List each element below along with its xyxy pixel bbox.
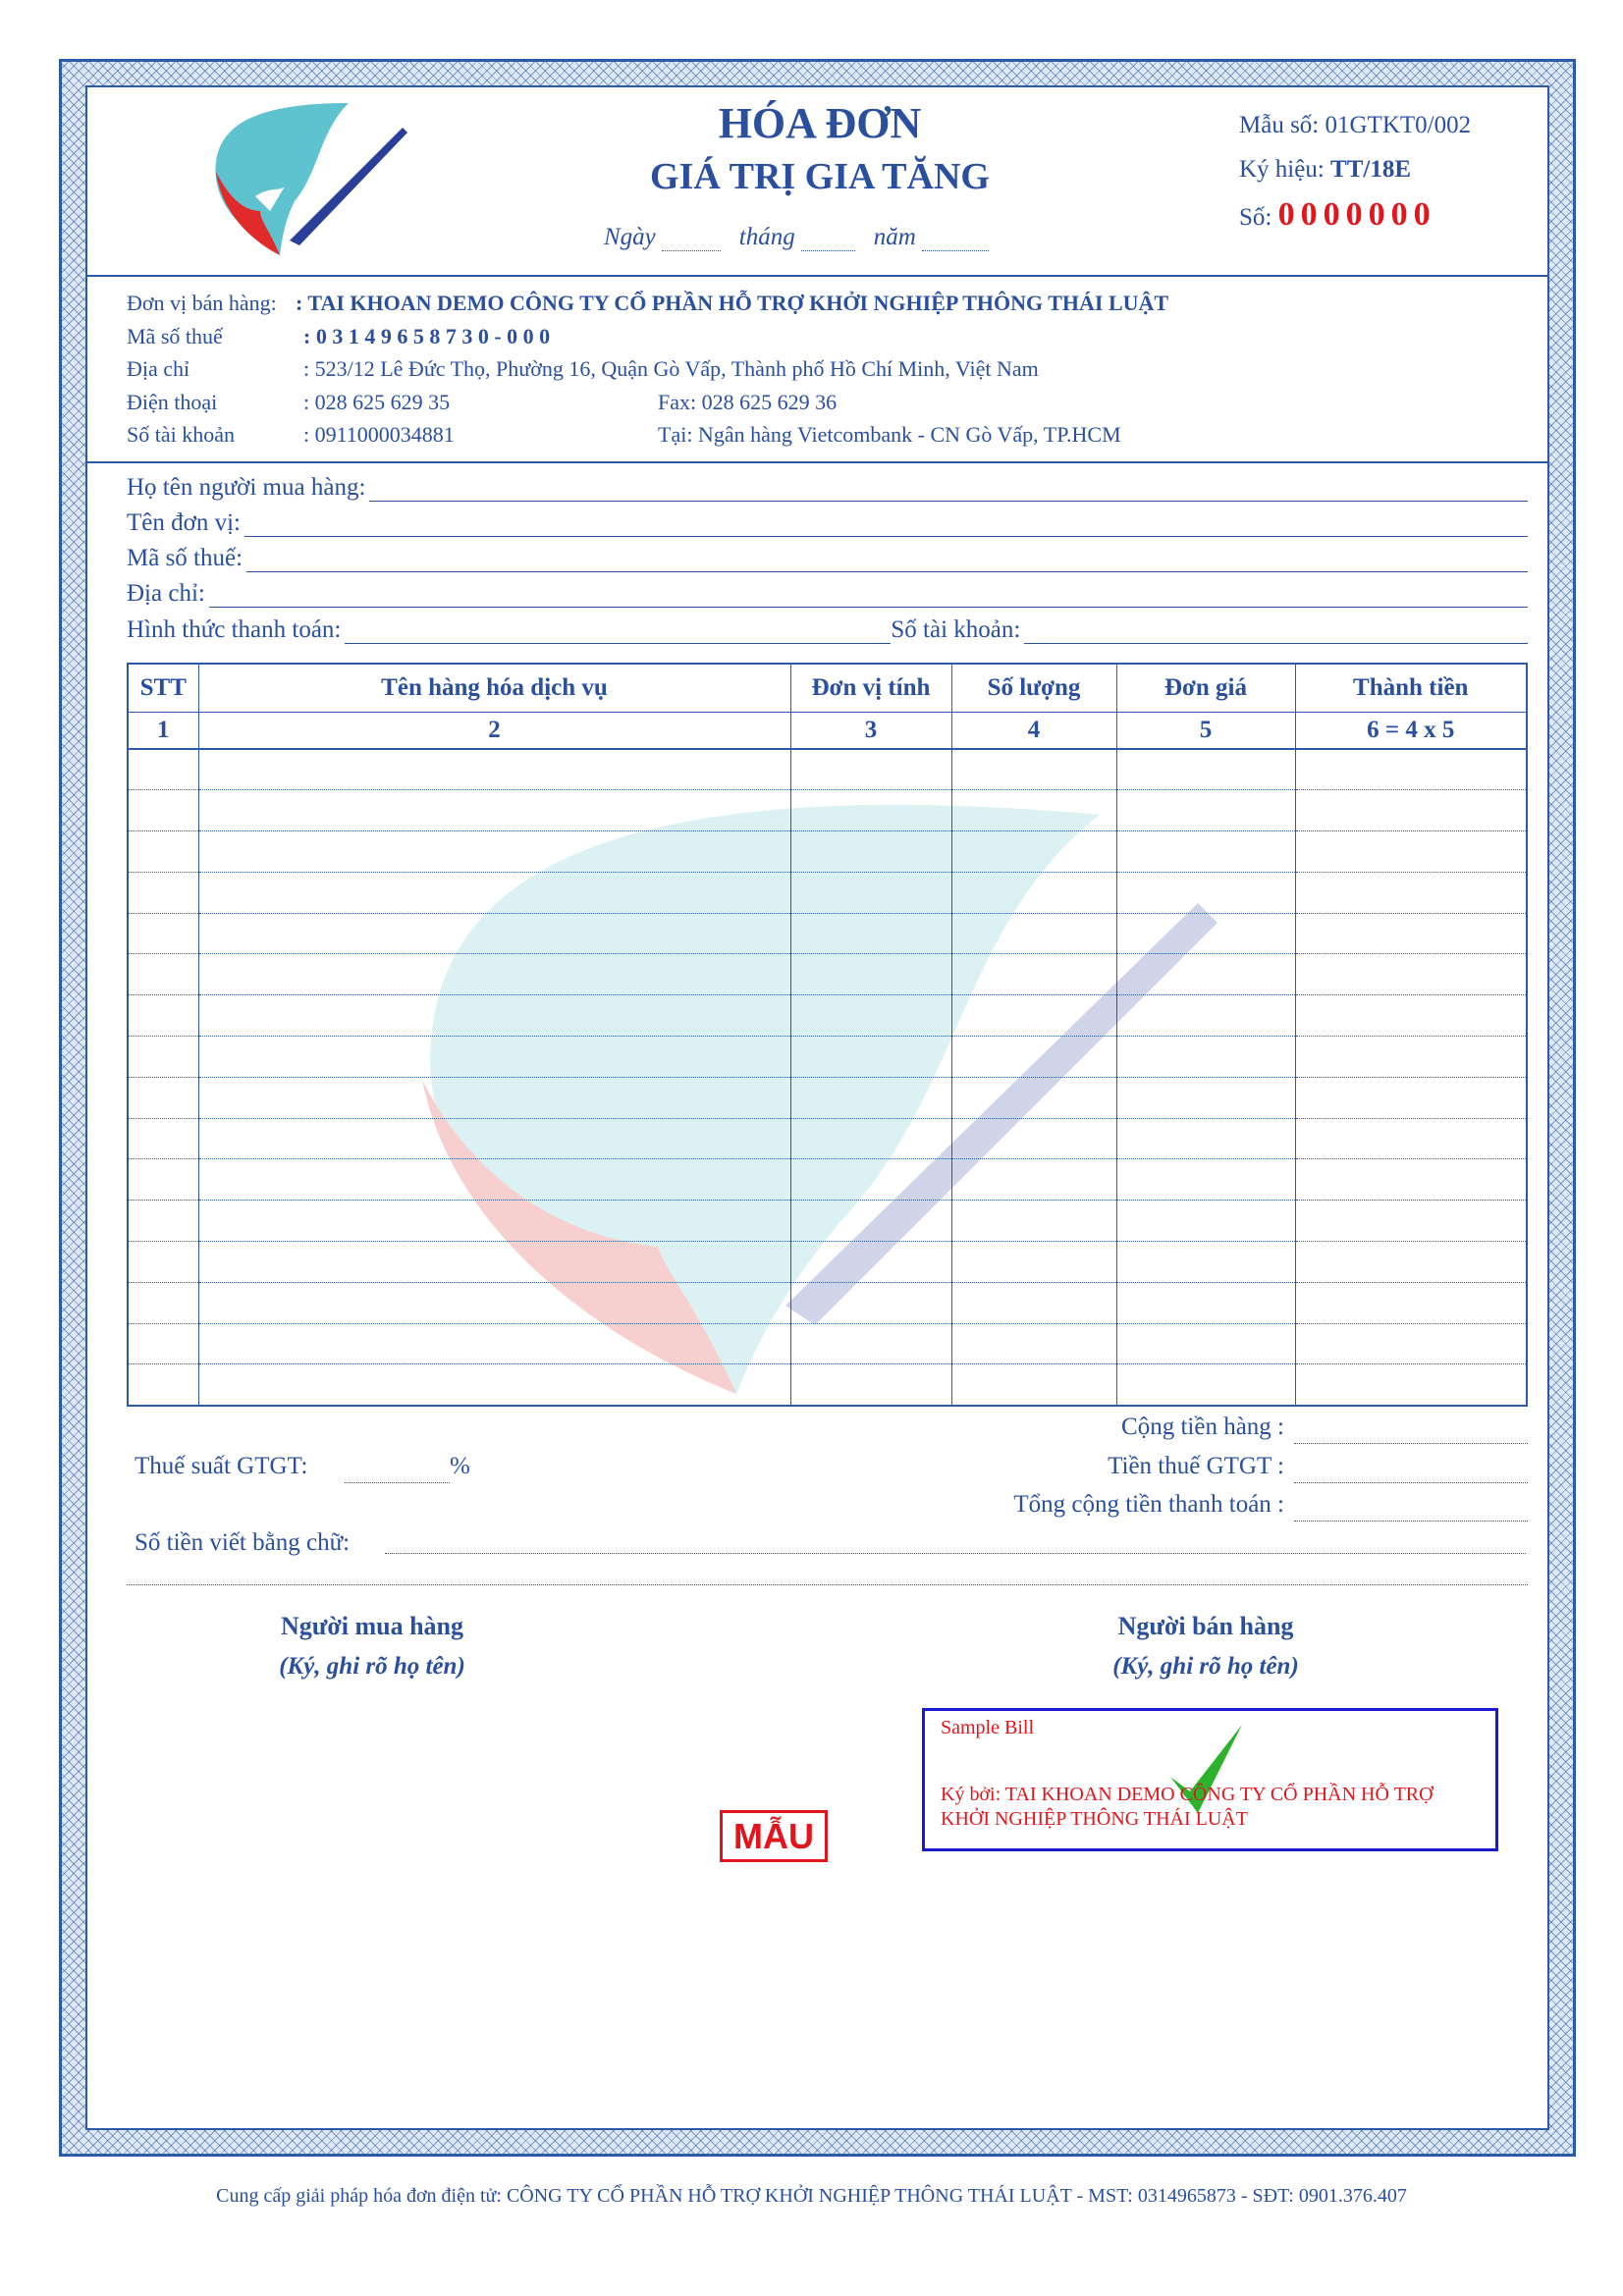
table-cell[interactable] bbox=[951, 1077, 1116, 1118]
table-cell[interactable] bbox=[198, 790, 790, 831]
invoice-date bbox=[604, 224, 989, 251]
total-label: Tổng cộng tiền thanh toán : bbox=[1013, 1491, 1284, 1518]
table-cell[interactable] bbox=[128, 913, 198, 954]
table-cell[interactable] bbox=[1295, 954, 1527, 995]
table-cell[interactable] bbox=[1116, 790, 1295, 831]
table-row bbox=[128, 1037, 1527, 1078]
table-cell[interactable] bbox=[1116, 1159, 1295, 1201]
table-cell[interactable] bbox=[951, 1323, 1116, 1364]
table-cell[interactable] bbox=[1116, 995, 1295, 1037]
table-cell[interactable] bbox=[128, 995, 198, 1037]
table-cell[interactable] bbox=[951, 1118, 1116, 1159]
month-field[interactable] bbox=[801, 230, 855, 251]
column-number-row: 1 2 3 4 5 6 = 4 x 5 bbox=[128, 712, 1527, 749]
table-cell[interactable] bbox=[128, 1323, 198, 1364]
table-cell[interactable] bbox=[198, 1159, 790, 1201]
subtotal-field[interactable] bbox=[1294, 1443, 1528, 1444]
table-cell[interactable] bbox=[790, 790, 951, 831]
table-row bbox=[128, 1159, 1527, 1201]
table-row bbox=[128, 872, 1527, 913]
seller-address-row: Địa chỉ : 523/12 Lê Đức Thọ, Phường 16, Quận Gò Vấp, Thành phố Hồ Chí Minh, Việt Nam bbox=[127, 356, 1039, 381]
invoice-number: Số: 0000000 bbox=[1239, 196, 1436, 233]
provider-footer: Cung cấp giải pháp hóa đơn điện tử: CÔNG TY CỔ PHẦN HỖ TRỢ KHỞI NGHIỆP THÔNG THÁI LUẬT - MST: 0314965873 - SĐT: 0901.376.407 bbox=[216, 2185, 1407, 2207]
table-cell[interactable] bbox=[198, 872, 790, 913]
date-year-label: năm bbox=[873, 224, 916, 250]
seller-signature-note: (Ký, ghi rõ họ tên) bbox=[1112, 1653, 1299, 1680]
table-cell[interactable] bbox=[790, 913, 951, 954]
table-cell[interactable] bbox=[790, 995, 951, 1037]
table-cell[interactable] bbox=[198, 1077, 790, 1118]
table-cell[interactable] bbox=[951, 1159, 1116, 1201]
signature-box-title: Sample Bill bbox=[941, 1717, 1034, 1738]
table-row bbox=[128, 1201, 1527, 1242]
table-cell[interactable] bbox=[1295, 1242, 1527, 1283]
sample-stamp: MẪU bbox=[720, 1810, 828, 1862]
table-cell[interactable] bbox=[790, 954, 951, 995]
table-cell[interactable] bbox=[1295, 831, 1527, 873]
seller-name-row: Đơn vị bán hàng: : TAI KHOAN DEMO CÔNG TY CỔ PHẦN HỖ TRỢ KHỞI NGHIỆP THÔNG THÁI LUẬT bbox=[127, 291, 1169, 315]
table-cell[interactable] bbox=[1295, 1037, 1527, 1078]
table-cell[interactable] bbox=[128, 872, 198, 913]
table-cell[interactable] bbox=[128, 749, 198, 790]
table-cell[interactable] bbox=[1295, 872, 1527, 913]
table-cell[interactable] bbox=[790, 1077, 951, 1118]
table-cell[interactable] bbox=[128, 1118, 198, 1159]
seller-tax-row: Mã số thuế : 0 3 1 4 9 6 5 8 7 3 0 - 0 0 0 bbox=[127, 324, 551, 348]
table-cell[interactable] bbox=[951, 831, 1116, 873]
buyer-tax-field[interactable]: Mã số thuế: bbox=[127, 545, 1528, 572]
table-cell[interactable] bbox=[951, 954, 1116, 995]
table-cell[interactable] bbox=[128, 954, 198, 995]
invoice-subtitle: GIÁ TRỊ GIA TĂNG bbox=[650, 156, 990, 197]
divider bbox=[85, 461, 1549, 463]
table-cell[interactable] bbox=[951, 749, 1116, 790]
buyer-signature-title: Người mua hàng bbox=[280, 1612, 464, 1640]
table-cell[interactable] bbox=[1116, 913, 1295, 954]
vat-rate-field[interactable] bbox=[345, 1482, 450, 1483]
table-cell[interactable] bbox=[790, 831, 951, 873]
table-row bbox=[128, 1364, 1527, 1406]
buyer-signature-note: (Ký, ghi rõ họ tên) bbox=[279, 1653, 465, 1680]
table-row bbox=[128, 995, 1527, 1037]
table-cell[interactable] bbox=[790, 1323, 951, 1364]
table-cell[interactable] bbox=[1295, 1118, 1527, 1159]
table-cell[interactable] bbox=[198, 831, 790, 873]
subtotal-label: Cộng tiền hàng : bbox=[1121, 1414, 1284, 1440]
table-row bbox=[128, 831, 1527, 873]
table-cell[interactable] bbox=[1116, 1118, 1295, 1159]
seller-phone-row: Điện thoại : 028 625 629 35 Fax: 028 625 629 36 bbox=[127, 390, 838, 414]
table-cell[interactable] bbox=[1295, 1077, 1527, 1118]
table-cell[interactable] bbox=[1116, 1242, 1295, 1283]
table-cell[interactable] bbox=[1116, 954, 1295, 995]
form-number: Mẫu số: 01GTKT0/002 bbox=[1239, 112, 1472, 138]
table-cell[interactable] bbox=[1116, 749, 1295, 790]
table-cell[interactable] bbox=[1295, 1323, 1527, 1364]
invoice-symbol: Ký hiệu: TT/18E bbox=[1239, 156, 1412, 183]
table-cell[interactable] bbox=[128, 790, 198, 831]
table-cell[interactable] bbox=[790, 1201, 951, 1242]
day-field[interactable] bbox=[662, 230, 721, 251]
table-cell[interactable] bbox=[951, 1282, 1116, 1323]
table-cell[interactable] bbox=[1295, 1159, 1527, 1201]
table-cell[interactable] bbox=[1295, 1364, 1527, 1406]
table-row bbox=[128, 1282, 1527, 1323]
table-cell[interactable] bbox=[198, 995, 790, 1037]
col-amount: Thành tiền bbox=[1295, 664, 1527, 712]
vat-amount-label: Tiền thuế GTGT : bbox=[1108, 1453, 1284, 1479]
table-cell[interactable] bbox=[128, 1159, 198, 1201]
table-cell[interactable] bbox=[951, 995, 1116, 1037]
year-field[interactable] bbox=[922, 230, 989, 251]
table-cell[interactable] bbox=[198, 749, 790, 790]
table-cell[interactable] bbox=[198, 1037, 790, 1078]
table-cell[interactable] bbox=[1295, 749, 1527, 790]
table-cell[interactable] bbox=[198, 1323, 790, 1364]
table-cell[interactable] bbox=[198, 1201, 790, 1242]
table-row bbox=[128, 790, 1527, 831]
table-cell[interactable] bbox=[128, 1242, 198, 1283]
table-row bbox=[128, 749, 1527, 790]
table-cell[interactable] bbox=[128, 1077, 198, 1118]
signed-by-text: Ký bởi: TAI KHOAN DEMO CÔNG TY CỔ PHẦN HỖ TRỢ KHỞI NGHIỆP THÔNG THÁI LUẬT bbox=[941, 1784, 1434, 1830]
table-cell[interactable] bbox=[128, 1037, 198, 1078]
table-cell[interactable] bbox=[1116, 1201, 1295, 1242]
table-cell[interactable] bbox=[1116, 1037, 1295, 1078]
vat-rate-label: Thuế suất GTGT: bbox=[135, 1453, 308, 1479]
table-cell[interactable] bbox=[198, 1242, 790, 1283]
items-table bbox=[127, 663, 1528, 1407]
seller-account-row: Số tài khoản : 0911000034881 Tại: Ngân hàng Vietcombank - CN Gò Vấp, TP.HCM bbox=[127, 422, 1121, 447]
date-day-label: Ngày bbox=[604, 224, 656, 250]
table-cell[interactable] bbox=[951, 1037, 1116, 1078]
table-cell[interactable] bbox=[1295, 790, 1527, 831]
table-cell[interactable] bbox=[1116, 1364, 1295, 1406]
table-cell[interactable] bbox=[1295, 913, 1527, 954]
table-cell[interactable] bbox=[951, 1242, 1116, 1283]
col-unit: Đơn vị tính bbox=[790, 664, 951, 712]
divider bbox=[85, 275, 1549, 277]
table-cell[interactable] bbox=[1116, 872, 1295, 913]
digital-signature-box bbox=[922, 1708, 1498, 1851]
table-cell[interactable] bbox=[1295, 1282, 1527, 1323]
table-row bbox=[128, 1323, 1527, 1364]
table-cell[interactable] bbox=[128, 831, 198, 873]
table-cell[interactable] bbox=[790, 1037, 951, 1078]
table-cell[interactable] bbox=[951, 790, 1116, 831]
vat-amount-field[interactable] bbox=[1294, 1482, 1528, 1483]
table-cell[interactable] bbox=[790, 1118, 951, 1159]
table-row bbox=[128, 1077, 1527, 1118]
table-cell[interactable] bbox=[951, 1364, 1116, 1406]
buyer-name-field[interactable]: Họ tên người mua hàng: bbox=[127, 474, 1528, 502]
table-cell[interactable] bbox=[198, 1282, 790, 1323]
percent-sign: % bbox=[450, 1453, 470, 1479]
table-cell[interactable] bbox=[790, 749, 951, 790]
col-price: Đơn giá bbox=[1116, 664, 1295, 712]
table-cell[interactable] bbox=[128, 1364, 198, 1406]
table-cell[interactable] bbox=[1116, 831, 1295, 873]
table-row bbox=[128, 1118, 1527, 1159]
table-cell[interactable] bbox=[790, 1364, 951, 1406]
table-cell[interactable] bbox=[790, 1282, 951, 1323]
table-row bbox=[128, 1242, 1527, 1283]
table-cell[interactable] bbox=[198, 954, 790, 995]
buyer-address-field[interactable]: Địa chỉ: bbox=[127, 580, 1528, 608]
amount-in-words-field[interactable] bbox=[385, 1553, 1526, 1554]
table-cell[interactable] bbox=[1116, 1077, 1295, 1118]
table-cell[interactable] bbox=[1116, 1282, 1295, 1323]
table-cell[interactable] bbox=[790, 1242, 951, 1283]
table-cell[interactable] bbox=[951, 913, 1116, 954]
table-cell[interactable] bbox=[951, 872, 1116, 913]
table-cell[interactable] bbox=[1116, 1323, 1295, 1364]
buyer-payment-field[interactable]: Hình thức thanh toán: Số tài khoản: bbox=[127, 616, 1528, 644]
table-cell[interactable] bbox=[951, 1201, 1116, 1242]
col-name: Tên hàng hóa dịch vụ bbox=[198, 664, 790, 712]
col-qty: Số lượng bbox=[951, 664, 1116, 712]
table-cell[interactable] bbox=[790, 872, 951, 913]
col-stt: STT bbox=[128, 664, 198, 712]
company-logo bbox=[201, 93, 417, 260]
buyer-account-label: Số tài khoản: bbox=[891, 616, 1021, 643]
invoice-title: HÓA ĐƠN bbox=[718, 99, 922, 147]
table-cell[interactable] bbox=[198, 1118, 790, 1159]
buyer-unit-field[interactable]: Tên đơn vị: bbox=[127, 509, 1528, 537]
date-month-label: tháng bbox=[738, 224, 795, 250]
table-cell[interactable] bbox=[790, 1159, 951, 1201]
table-cell[interactable] bbox=[128, 1201, 198, 1242]
divider bbox=[127, 1584, 1528, 1585]
amount-in-words-label: Số tiền viết bằng chữ: bbox=[135, 1529, 351, 1556]
total-field[interactable] bbox=[1294, 1521, 1528, 1522]
table-cell[interactable] bbox=[1295, 1201, 1527, 1242]
seller-signature-title: Người bán hàng bbox=[1117, 1612, 1294, 1640]
table-cell[interactable] bbox=[1295, 995, 1527, 1037]
table-row bbox=[128, 954, 1527, 995]
table-cell[interactable] bbox=[128, 1282, 198, 1323]
table-cell[interactable] bbox=[198, 1364, 790, 1406]
table-row bbox=[128, 913, 1527, 954]
table-cell[interactable] bbox=[198, 913, 790, 954]
table-header bbox=[128, 664, 1527, 712]
